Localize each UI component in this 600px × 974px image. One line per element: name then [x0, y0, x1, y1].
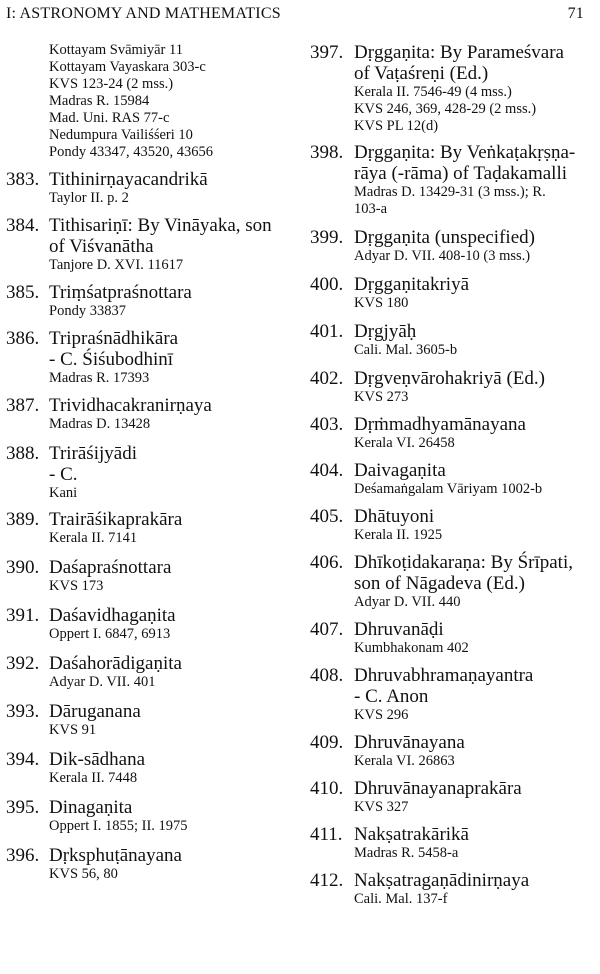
- entry-body: [49, 509, 306, 547]
- right-entry-list: [310, 42, 600, 908]
- catalog-entry: [310, 227, 600, 265]
- entry-title: Triṃśatpraśnottara: [49, 282, 192, 303]
- entry-number: 385.: [6, 282, 40, 303]
- catalog-entry: [6, 215, 306, 274]
- entry-body: [49, 282, 306, 320]
- entry-body: [49, 605, 306, 643]
- entry-number: 408.: [310, 665, 344, 686]
- entry-number: 407.: [310, 619, 344, 640]
- entry-body: [49, 328, 306, 387]
- entry-reference: KVS 273: [354, 389, 409, 405]
- catalog-entry: [310, 274, 600, 312]
- entry-number: 389.: [6, 509, 40, 530]
- entry-title: Dāruganana: [49, 701, 141, 722]
- entry-title: son of Nāgadeva (Ed.): [354, 573, 525, 594]
- entry-reference: Madras D. 13429-31 (3 mss.); R.: [354, 184, 546, 200]
- entry-body: [49, 797, 306, 835]
- entry-body: [354, 552, 600, 611]
- entry-title: Daśapraśnottara: [49, 557, 172, 578]
- entry-title: - C. Anon: [354, 686, 429, 707]
- entry-title: of Viśvanātha: [49, 236, 154, 257]
- entry-reference: Kerala VI. 26863: [354, 753, 455, 769]
- entry-body: [354, 42, 600, 135]
- entry-number: 400.: [310, 274, 344, 295]
- catalog-entry: [6, 701, 306, 739]
- entry-title: Dṛggaṇitakriyā: [354, 274, 470, 295]
- entry-body: [354, 274, 600, 312]
- entry-body: [49, 557, 306, 595]
- entry-number: 402.: [310, 368, 344, 389]
- catalog-entry: [310, 414, 600, 452]
- entry-number: 406.: [310, 552, 344, 573]
- entry-reference: Pondy 33837: [49, 303, 126, 319]
- entry-body: [354, 506, 600, 544]
- entry-reference: KVS 246, 369, 428-29 (2 mss.): [354, 101, 537, 117]
- entry-title: Dṛgveṇvārohakriyā (Ed.): [354, 368, 545, 389]
- entry-body: [354, 460, 600, 498]
- entry-reference: Kerala II. 7141: [49, 530, 138, 546]
- catalog-entry: [310, 506, 600, 544]
- entry-body: [49, 395, 306, 433]
- entry-title: Trairāśikaprakāra: [49, 509, 183, 530]
- entry-title: Dṛgjyāḥ: [354, 321, 417, 342]
- entry-body: [354, 368, 600, 406]
- entry-number: 405.: [310, 506, 344, 527]
- entry-title: Dhīkoṭidakaraṇa: By Śrīpati,: [354, 552, 573, 573]
- entry-title: Trirāśijyādi: [49, 443, 137, 464]
- entry-title: Dhruvānayana: [354, 732, 465, 753]
- entry-reference: KVS 180: [354, 295, 409, 311]
- catalog-entry: [310, 460, 600, 498]
- catalog-entry: [6, 749, 306, 787]
- catalog-entry: [6, 557, 306, 595]
- entry-title: - C. Śiśubodhinī: [49, 349, 174, 370]
- entry-body: [49, 169, 306, 207]
- ref-line: Kottayam Svāmiyār 11: [49, 42, 183, 58]
- entry-number: 399.: [310, 227, 344, 248]
- catalog-entry: [6, 282, 306, 320]
- entry-number: 411.: [310, 824, 343, 845]
- catalog-entry: [6, 169, 306, 207]
- entry-body: [354, 414, 600, 452]
- ref-line: Nedumpura Vailiśśeri 10: [49, 127, 193, 143]
- entry-reference: KVS 91: [49, 722, 97, 738]
- entry-title: Nakṣatragaṇādinirṇaya: [354, 870, 530, 891]
- entry-number: 410.: [310, 778, 344, 799]
- entry-reference: Cali. Mal. 137-f: [354, 891, 448, 907]
- ref-line: KVS 123-24 (2 mss.): [49, 76, 174, 92]
- catalog-entry: [310, 619, 600, 657]
- entry-number: 386.: [6, 328, 40, 349]
- entry-reference: KVS 296: [354, 707, 409, 723]
- catalog-entry: [310, 142, 600, 218]
- entry-title: Nakṣatrakārikā: [354, 824, 469, 845]
- entry-reference: Kumbhakonam 402: [354, 640, 469, 656]
- entry-reference: Tanjore D. XVI. 11617: [49, 257, 184, 273]
- catalog-entry: [310, 732, 600, 770]
- catalog-entry: [6, 328, 306, 387]
- entry-body: [49, 653, 306, 691]
- entry-body: [354, 732, 600, 770]
- entry-title: Tripraśnādhikāra: [49, 328, 179, 349]
- entry-reference: Kani: [49, 485, 78, 501]
- entry-title: Dṛggaṇita (unspecified): [354, 227, 535, 248]
- entry-reference: Adyar D. VII. 401: [49, 674, 156, 690]
- running-header-title: I: ASTRONOMY AND MATHEMATICS: [6, 5, 281, 22]
- entry-number: 397.: [310, 42, 344, 63]
- entry-title: Tithinirṇayacandrikā: [49, 169, 208, 190]
- ref-line: Kottayam Vayaskara 303-c: [49, 59, 206, 75]
- entry-body: [49, 701, 306, 739]
- catalog-entry: [310, 665, 600, 724]
- entry-number: 395.: [6, 797, 40, 818]
- entry-body: [354, 321, 600, 359]
- entry-reference: Oppert I. 1855; II. 1975: [49, 818, 188, 834]
- entry-number: 393.: [6, 701, 40, 722]
- entry-reference: KVS 173: [49, 578, 104, 594]
- entry-number: 391.: [6, 605, 40, 626]
- catalog-entry: [6, 509, 306, 547]
- entry-title: Tithisariṇī: By Vināyaka, son: [49, 215, 272, 236]
- entry-body: [49, 749, 306, 787]
- entry-title: Trividhacakranirṇaya: [49, 395, 212, 416]
- catalog-entry: [6, 653, 306, 691]
- entry-reference: Taylor II. p. 2: [49, 190, 129, 206]
- entry-body: [354, 227, 600, 265]
- entry-body: [49, 215, 306, 274]
- entry-title: Dhruvānayanaprakāra: [354, 778, 522, 799]
- catalog-entry: [6, 395, 306, 433]
- entry-number: 412.: [310, 870, 344, 891]
- entry-body: [49, 845, 306, 883]
- catalog-entry: [310, 824, 600, 862]
- catalog-entry: [310, 321, 600, 359]
- entry-reference: Adyar D. VII. 440: [354, 594, 461, 610]
- entry-number: 387.: [6, 395, 40, 416]
- catalog-entry: [310, 368, 600, 406]
- entry-body: [354, 778, 600, 816]
- catalog-entry: [6, 443, 306, 502]
- entry-body: [354, 142, 600, 218]
- entry-number: 409.: [310, 732, 344, 753]
- entry-title: Dhātuyoni: [354, 506, 435, 527]
- entry-reference: Deśamaṅgalam Vāriyam 1002-b: [354, 481, 543, 497]
- entry-title: Dhruvanāḍi: [354, 619, 444, 640]
- ref-line: Mad. Uni. RAS 77-c: [49, 110, 170, 126]
- entry-title: - C.: [49, 464, 78, 485]
- catalog-entry: [310, 552, 600, 611]
- entry-number: 388.: [6, 443, 40, 464]
- entry-title: Daśahorādigaṇita: [49, 653, 182, 674]
- entry-title: Dik-sādhana: [49, 749, 146, 770]
- page-number: 71: [567, 5, 584, 22]
- catalog-entry: [310, 778, 600, 816]
- left-column: [6, 42, 306, 883]
- entry-number: 398.: [310, 142, 344, 163]
- entry-title: of Vaṭaśreṇi (Ed.): [354, 63, 489, 84]
- entry-number: 384.: [6, 215, 40, 236]
- entry-reference: Madras D. 13428: [49, 416, 151, 432]
- entry-reference: KVS 56, 80: [49, 866, 118, 882]
- entry-reference: Madras R. 5458-a: [354, 845, 459, 861]
- right-column: [310, 42, 600, 908]
- continuation-refs: [6, 42, 306, 161]
- entry-reference: Kerala II. 7546-49 (4 mss.): [354, 84, 512, 100]
- entry-title: Daśavidhagaṇita: [49, 605, 176, 626]
- entry-reference: Adyar D. VII. 408-10 (3 mss.): [354, 248, 531, 264]
- entry-title: Dṛggaṇita: By Parameśvara: [354, 42, 564, 63]
- entry-reference: KVS PL 12(d): [354, 118, 439, 134]
- entry-reference: Kerala II. 1925: [354, 527, 443, 543]
- entry-reference: Kerala VI. 26458: [354, 435, 455, 451]
- catalog-entry: [310, 870, 600, 908]
- entry-number: 394.: [6, 749, 40, 770]
- entry-reference: 103-a: [354, 201, 388, 217]
- entry-reference: KVS 327: [354, 799, 409, 815]
- entry-number: 383.: [6, 169, 40, 190]
- entry-reference: Madras R. 17393: [49, 370, 150, 386]
- catalog-entry: [6, 605, 306, 643]
- ref-line: Madras R. 15984: [49, 93, 150, 109]
- entry-body: [354, 870, 600, 908]
- entry-number: 404.: [310, 460, 344, 481]
- left-entry-list: [6, 169, 306, 883]
- entry-title: Dhruvabhramaṇayantra: [354, 665, 534, 686]
- entry-number: 401.: [310, 321, 344, 342]
- ref-line: Pondy 43347, 43520, 43656: [49, 144, 213, 160]
- entry-body: [354, 665, 600, 724]
- entry-title: rāya (-rāma) of Taḍakamalli: [354, 163, 568, 184]
- entry-body: [354, 824, 600, 862]
- catalog-entry: [6, 797, 306, 835]
- running-header: [6, 5, 584, 27]
- entry-title: Dinagaṇita: [49, 797, 133, 818]
- entry-reference: Cali. Mal. 3605-b: [354, 342, 458, 358]
- entry-number: 403.: [310, 414, 344, 435]
- entry-number: 390.: [6, 557, 40, 578]
- entry-body: [354, 619, 600, 657]
- entry-title: Daivagaṇita: [354, 460, 446, 481]
- entry-reference: Oppert I. 6847, 6913: [49, 626, 171, 642]
- catalog-entry: [6, 845, 306, 883]
- entry-body: [49, 443, 306, 502]
- entry-reference: Kerala II. 7448: [49, 770, 138, 786]
- entry-title: Dṛṁmadhyamānayana: [354, 414, 526, 435]
- entry-title: Dṛggaṇita: By Veṅkaṭakṛṣṇa-: [354, 142, 576, 163]
- catalog-entry: [310, 42, 600, 135]
- entry-title: Dṛksphuṭānayana: [49, 845, 182, 866]
- entry-number: 396.: [6, 845, 40, 866]
- entry-number: 392.: [6, 653, 40, 674]
